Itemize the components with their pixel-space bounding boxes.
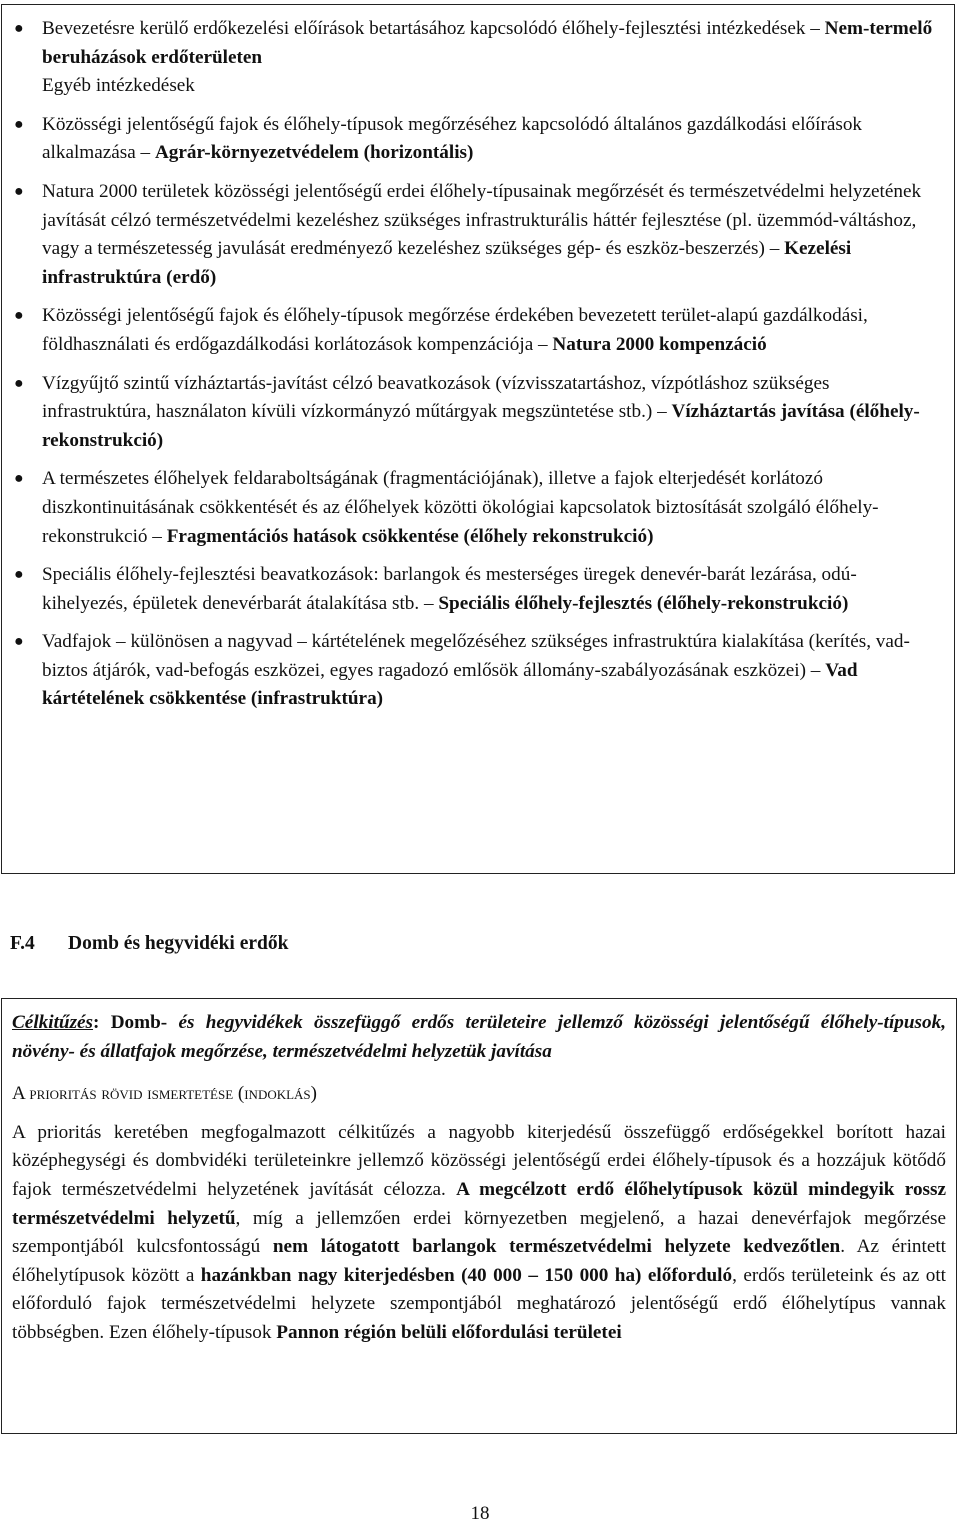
bullet-measure-name: Nem-termelő beruházások erdőterületen — [42, 18, 933, 68]
list-item — [2, 370, 954, 456]
section-number: F.4 — [10, 933, 35, 954]
bullet-text: Közösségi jelentőségű fajok és élőhely-típusok megőrzéséhez kapcsolódó általános gazdálkodási előírások alkalmazása – — [42, 113, 863, 164]
list-item — [2, 628, 954, 714]
bullet-icon: ● — [14, 470, 24, 488]
paragraph-run-bold: A megcélzott erdő élőhelytípusok közül mindegyik rossz természetvédelmi helyzetű — [12, 1178, 946, 1229]
bullet-text: Speciális élőhely-fejlesztési beavatkozások: barlangok és mesterséges üregek denevér-barát lezárása, odú-kihelyezés, épületek denevérbarát átalakítása stb. – — [42, 564, 857, 614]
section-title: Domb és hegyvidéki erdők — [68, 933, 289, 954]
bullet-text: Vízgyűjtő szintű vízháztartás-javítást célzó beavatkozások (vízvisszatartáshoz, vízpótláshoz szükséges infrastruktúra, használaton kívüli vízkormányzó műtárgyak megszüntetése stb.) – — [42, 372, 830, 423]
priority-box — [1, 998, 957, 1434]
bullet-icon: ● — [14, 182, 24, 200]
bullet-icon: ● — [14, 307, 24, 325]
bullet-text: Vadfajok – különösen a nagyvad – kártételének megelőzéséhez szükséges infrastruktúra kialakítása (kerítés, vad-biztos átjárók, vad-befogás eszközei, egyes ragadozó emlősök állomány-szabályozásának eszközei) – — [42, 631, 910, 681]
page-number: 18 — [470, 1503, 490, 1524]
goal-statement — [12, 1009, 946, 1066]
goal-text: és hegyvidékek összefüggő erdős területeire jellemző közösségi jelentőségű élőhely-típusok, növény- és állatfajok megőrzése, természetvédelmi helyzetük javítása — [12, 1012, 947, 1062]
bullet-measure-name: Kezelési infrastruktúra (erdő) — [42, 238, 852, 288]
bullet-extra-text: Egyéb intézkedések — [42, 75, 195, 97]
paragraph-run-bold: hazánkban nagy kiterjedésben (40 000 – 150 000 ha) előforduló — [200, 1264, 733, 1286]
list-item — [2, 302, 954, 359]
bullet-icon: ● — [14, 20, 24, 37]
list-item — [2, 111, 954, 168]
bullet-text: Közösségi jelentőségű fajok és élőhely-típusok megőrzése érdekében bevezetett terület-alapú gazdálkodási, földhasználati és erdőgazdálkodási korlátozások kompenzációja – — [42, 305, 868, 355]
bullet-measure-name: Natura 2000 kompenzáció — [552, 333, 767, 355]
paragraph-run: A prioritás keretében megfogalmazott célkitűzés a nagyobb kiterjedésű összefüggő erdőségekkel borított hazai középhegységi és dombvidéki területeinkre jellemző közösségi jelentőségű erdei élőhely-típusok és a hozzájuk kötődő fajok természetvédelmi helyzetének javítását célozza. — [12, 1121, 946, 1200]
goal-lead: Domb- — [110, 1012, 168, 1033]
paragraph-run: , míg a jellemzően erdei környezetben megjelenő, a hazai denevérfajok megőrzése szempontjából kulcsfontosságú — [12, 1207, 946, 1258]
list-item — [2, 178, 954, 292]
bullet-measure-name: Fragmentációs hatások csökkentése (élőhely rekonstrukció) — [166, 525, 654, 547]
paragraph-run: , erdős területeink és az ott előforduló fajok természetvédelmi helyzete szempontjából meghatározó jelentőségű erdő élőhelytípus vannak többségben. Ezen élőhely-típusok — [12, 1264, 946, 1343]
bullet-text: A természetes élőhelyek feldaraboltságának (fragmentációjának), illetve a fajok elterjedését korlátozó diszkontinuitásának csökkentését és az élőhelyek közötti ökológiai kapcsolatok biztosítását szolgáló élőhely-rekonstrukció – — [42, 468, 879, 547]
paragraph-run-bold: Pannon régión belüli előfordulási területei — [276, 1321, 622, 1343]
bullet-icon: ● — [14, 566, 24, 584]
list-item — [2, 15, 954, 101]
goal-label: Célkitűzés — [12, 1012, 94, 1033]
bullet-icon: ● — [14, 374, 24, 392]
paragraph-run-bold: nem látogatott barlangok természetvédelmi helyzete kedvezőtlen — [272, 1236, 841, 1258]
bullet-measure-name: Vízháztartás javítása (élőhely-rekonstrukció) — [42, 401, 920, 451]
section-heading — [10, 930, 288, 959]
bullet-icon: ● — [14, 115, 24, 133]
goal-colon: : — [93, 1012, 100, 1033]
paragraph-run: . Az érintett élőhelytípusok között a — [12, 1236, 947, 1286]
list-item — [2, 561, 954, 618]
bullet-text: Bevezetésre kerülő erdőkezelési előírások betartásához kapcsolódó élőhely-fejlesztési intézkedések – — [42, 18, 825, 39]
priority-heading: A prioritás rövid ismertetése (indoklás) — [12, 1083, 317, 1105]
bullet-measure-name: Speciális élőhely-fejlesztés (élőhely-rekonstrukció) — [438, 592, 849, 614]
list-item — [2, 465, 954, 551]
priority-paragraph — [12, 1119, 946, 1348]
bullet-icon: ● — [14, 633, 24, 651]
bullet-measure-name: Vad kártételének csökkentése (infrastruktúra) — [42, 659, 858, 710]
measures-list — [2, 15, 954, 724]
bullet-measure-name: Agrár-környezetvédelem (horizontális) — [154, 142, 474, 164]
bullet-text: Natura 2000 területek közösségi jelentőségű erdei élőhely-típusainak megőrzését és természetvédelmi helyzetének javítását célzó természetvédelmi kezeléshez szükséges infrastrukturális háttér fejlesztése (pl. üzemmód-váltáshoz, vagy a természetesség javulását eredményező kezeléshez szükséges gép- és eszköz-beszerzés) – — [42, 180, 922, 260]
measures-box — [1, 4, 955, 874]
